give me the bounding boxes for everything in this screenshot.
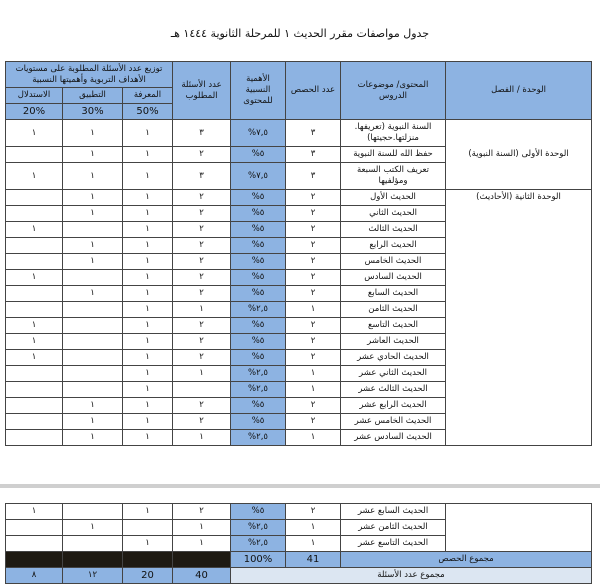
application-count (63, 536, 123, 552)
specs-table (5, 61, 592, 446)
application-count (63, 350, 123, 366)
application-count: ١ (63, 206, 123, 222)
lesson-topic: الحديث الثاني (341, 206, 446, 222)
total-importance: 100% (231, 552, 286, 568)
lesson-topic: الحديث الرابع عشر (341, 398, 446, 414)
lesson-topic: الحديث الثالث (341, 222, 446, 238)
total-reasoning: ٨ (6, 568, 63, 584)
questions-count: ٢ (173, 398, 231, 414)
knowledge-count: ١ (123, 430, 173, 446)
total-periods-label: مجموع الحصص (341, 552, 592, 568)
application-count (63, 382, 123, 398)
totals-periods-row (6, 552, 592, 568)
application-count: ١ (63, 163, 123, 190)
questions-count: ٢ (173, 254, 231, 270)
reasoning-count (6, 414, 63, 430)
periods-count: ٢ (286, 190, 341, 206)
lesson-topic: حفظ الله للسنة النبوية (341, 147, 446, 163)
reasoning-count (6, 254, 63, 270)
header-reasoning: الاستدلال (6, 88, 63, 104)
periods-count: ٢ (286, 504, 341, 520)
lesson-topic: الحديث العاشر (341, 334, 446, 350)
lesson-topic: الحديث الثامن (341, 302, 446, 318)
reasoning-count: ١ (6, 222, 63, 238)
knowledge-count: ١ (123, 147, 173, 163)
questions-count: ١ (173, 520, 231, 536)
periods-count: ١ (286, 302, 341, 318)
importance-percent: %٥ (231, 270, 286, 286)
periods-count: ٢ (286, 350, 341, 366)
importance-percent: %٧,٥ (231, 163, 286, 190)
periods-count: ٢ (286, 222, 341, 238)
blank-cell (6, 552, 63, 568)
periods-count: ٢ (286, 254, 341, 270)
questions-count: ١ (173, 536, 231, 552)
periods-count: ٢ (286, 318, 341, 334)
application-weight: 30% (63, 104, 123, 120)
reasoning-count (6, 382, 63, 398)
questions-count: ٢ (173, 334, 231, 350)
application-count: ١ (63, 286, 123, 302)
blank-cell (63, 552, 123, 568)
totals-questions-row (6, 568, 592, 584)
knowledge-count: ١ (123, 302, 173, 318)
unit-name-empty (446, 504, 592, 552)
reasoning-count: ١ (6, 270, 63, 286)
lesson-topic: الحديث الثالث عشر (341, 382, 446, 398)
application-count: ١ (63, 254, 123, 270)
periods-count: ٣ (286, 120, 341, 147)
importance-percent: %٥ (231, 147, 286, 163)
total-knowledge: 20 (123, 568, 173, 584)
application-count (63, 302, 123, 318)
periods-count: ٣ (286, 147, 341, 163)
importance-percent: %٥ (231, 206, 286, 222)
questions-count: ٣ (173, 163, 231, 190)
periods-count: ٢ (286, 398, 341, 414)
table-row (6, 190, 592, 206)
questions-count: ٢ (173, 350, 231, 366)
application-count (63, 270, 123, 286)
header-importance: الأهمية النسبية للمحتوى (231, 62, 286, 120)
unit-name: الوحدة الأولى (السنة النبوية) (446, 120, 592, 190)
page-title: جدول مواصفات مقرر الحديث ١ للمرحلة الثانوية ١٤٤٤ هـ (170, 27, 430, 40)
header-questions: عدد الأسئلة المطلوب (173, 62, 231, 120)
reasoning-count: ١ (6, 120, 63, 147)
header-application: التطبيق (63, 88, 123, 104)
importance-percent: %٢,٥ (231, 536, 286, 552)
questions-count: ٢ (173, 206, 231, 222)
application-count (63, 366, 123, 382)
knowledge-count: ١ (123, 414, 173, 430)
reasoning-count (6, 286, 63, 302)
unit-name: الوحدة الثانية (الأحاديث) (446, 190, 592, 446)
questions-count: ٣ (173, 120, 231, 147)
reasoning-count: ١ (6, 334, 63, 350)
importance-percent: %٥ (231, 334, 286, 350)
knowledge-count: ١ (123, 120, 173, 147)
reasoning-count: ١ (6, 504, 63, 520)
periods-count: ١ (286, 520, 341, 536)
application-count: ١ (63, 238, 123, 254)
application-count (63, 318, 123, 334)
reasoning-count (6, 430, 63, 446)
table-row (6, 120, 592, 147)
knowledge-count: ١ (123, 270, 173, 286)
importance-percent: %٥ (231, 318, 286, 334)
knowledge-count: ١ (123, 504, 173, 520)
specs-table-continued (5, 503, 592, 584)
periods-count: ٢ (286, 414, 341, 430)
knowledge-count: ١ (123, 334, 173, 350)
lesson-topic: الحديث الثامن عشر (341, 520, 446, 536)
knowledge-count: ١ (123, 350, 173, 366)
knowledge-count: ١ (123, 286, 173, 302)
questions-count: ١ (173, 366, 231, 382)
reasoning-count (6, 536, 63, 552)
knowledge-count: ١ (123, 190, 173, 206)
periods-count: ١ (286, 382, 341, 398)
knowledge-count: ١ (123, 163, 173, 190)
reasoning-count (6, 238, 63, 254)
questions-count: ٢ (173, 318, 231, 334)
lesson-topic: الحديث السابع (341, 286, 446, 302)
lesson-topic: السنة النبوية (تعريفها. منزلتها.حجيتها) (341, 120, 446, 147)
questions-count: ١ (173, 302, 231, 318)
reasoning-count (6, 520, 63, 536)
application-count (63, 504, 123, 520)
periods-count: ١ (286, 536, 341, 552)
blank-cell (173, 552, 231, 568)
reasoning-count: ١ (6, 163, 63, 190)
header-periods: عدد الحصص (286, 62, 341, 120)
application-count (63, 334, 123, 350)
application-count (63, 222, 123, 238)
importance-percent: %٢,٥ (231, 302, 286, 318)
periods-count: ١ (286, 366, 341, 382)
header-distribution: توزيع عدد الأسئلة المطلوبة على مستويات الأهداف التربوية وأهميتها النسبية (6, 62, 173, 88)
lesson-topic: الحديث التاسع عشر (341, 536, 446, 552)
importance-percent: %٥ (231, 504, 286, 520)
questions-count (173, 382, 231, 398)
reasoning-count (6, 190, 63, 206)
importance-percent: %٥ (231, 238, 286, 254)
importance-percent: %٥ (231, 398, 286, 414)
importance-percent: %٢,٥ (231, 382, 286, 398)
importance-percent: %٥ (231, 222, 286, 238)
periods-count: ٢ (286, 206, 341, 222)
questions-count: ٢ (173, 238, 231, 254)
questions-count: ٢ (173, 190, 231, 206)
knowledge-count: ١ (123, 222, 173, 238)
reasoning-count (6, 366, 63, 382)
header-knowledge: المعرفة (123, 88, 173, 104)
questions-count: ٢ (173, 147, 231, 163)
page-break-divider (0, 484, 600, 488)
reasoning-count (6, 302, 63, 318)
knowledge-count: ١ (123, 366, 173, 382)
reasoning-weight: 20% (6, 104, 63, 120)
knowledge-weight: 50% (123, 104, 173, 120)
lesson-topic: تعريف الكتب السبعة ومؤلفيها (341, 163, 446, 190)
blank-cell (123, 552, 173, 568)
table-row (6, 504, 592, 520)
reasoning-count (6, 206, 63, 222)
importance-percent: %٢,٥ (231, 366, 286, 382)
total-periods: 41 (286, 552, 341, 568)
importance-percent: %٥ (231, 286, 286, 302)
knowledge-count (123, 520, 173, 536)
knowledge-count: ١ (123, 382, 173, 398)
periods-count: ١ (286, 430, 341, 446)
application-count: ١ (63, 120, 123, 147)
header-unit: الوحدة / الفصل (446, 62, 592, 120)
reasoning-count (6, 147, 63, 163)
reasoning-count: ١ (6, 318, 63, 334)
questions-count: ٢ (173, 504, 231, 520)
total-questions-label: مجموع عدد الأسئلة (231, 568, 592, 584)
periods-count: ٢ (286, 286, 341, 302)
application-count: ١ (63, 398, 123, 414)
importance-percent: %٥ (231, 350, 286, 366)
lesson-topic: الحديث السادس (341, 270, 446, 286)
knowledge-count: ١ (123, 206, 173, 222)
importance-percent: %٧,٥ (231, 120, 286, 147)
importance-percent: %٢,٥ (231, 520, 286, 536)
reasoning-count (6, 398, 63, 414)
knowledge-count: ١ (123, 536, 173, 552)
lesson-topic: الحديث الأول (341, 190, 446, 206)
application-count: ١ (63, 414, 123, 430)
knowledge-count: ١ (123, 318, 173, 334)
lesson-topic: الحديث التاسع (341, 318, 446, 334)
application-count: ١ (63, 520, 123, 536)
knowledge-count: ١ (123, 398, 173, 414)
importance-percent: %٥ (231, 254, 286, 270)
header-content: المحتوى/ موضوعات الدروس (341, 62, 446, 120)
reasoning-count: ١ (6, 350, 63, 366)
lesson-topic: الحديث السابع عشر (341, 504, 446, 520)
lesson-topic: الحديث الثاني عشر (341, 366, 446, 382)
lesson-topic: الحديث الرابع (341, 238, 446, 254)
periods-count: ٢ (286, 334, 341, 350)
application-count: ١ (63, 430, 123, 446)
importance-percent: %٥ (231, 414, 286, 430)
knowledge-count: ١ (123, 238, 173, 254)
periods-count: ٢ (286, 238, 341, 254)
lesson-topic: الحديث السادس عشر (341, 430, 446, 446)
questions-count: ٢ (173, 414, 231, 430)
total-questions: 40 (173, 568, 231, 584)
lesson-topic: الحديث الخامس (341, 254, 446, 270)
total-application: ١٢ (63, 568, 123, 584)
lesson-topic: الحديث الخامس عشر (341, 414, 446, 430)
lesson-topic: الحديث الحادي عشر (341, 350, 446, 366)
application-count: ١ (63, 190, 123, 206)
importance-percent: %٢,٥ (231, 430, 286, 446)
application-count: ١ (63, 147, 123, 163)
questions-count: ١ (173, 430, 231, 446)
questions-count: ٢ (173, 270, 231, 286)
periods-count: ٢ (286, 270, 341, 286)
questions-count: ٢ (173, 222, 231, 238)
importance-percent: %٥ (231, 190, 286, 206)
periods-count: ٣ (286, 163, 341, 190)
questions-count: ٢ (173, 286, 231, 302)
knowledge-count: ١ (123, 254, 173, 270)
